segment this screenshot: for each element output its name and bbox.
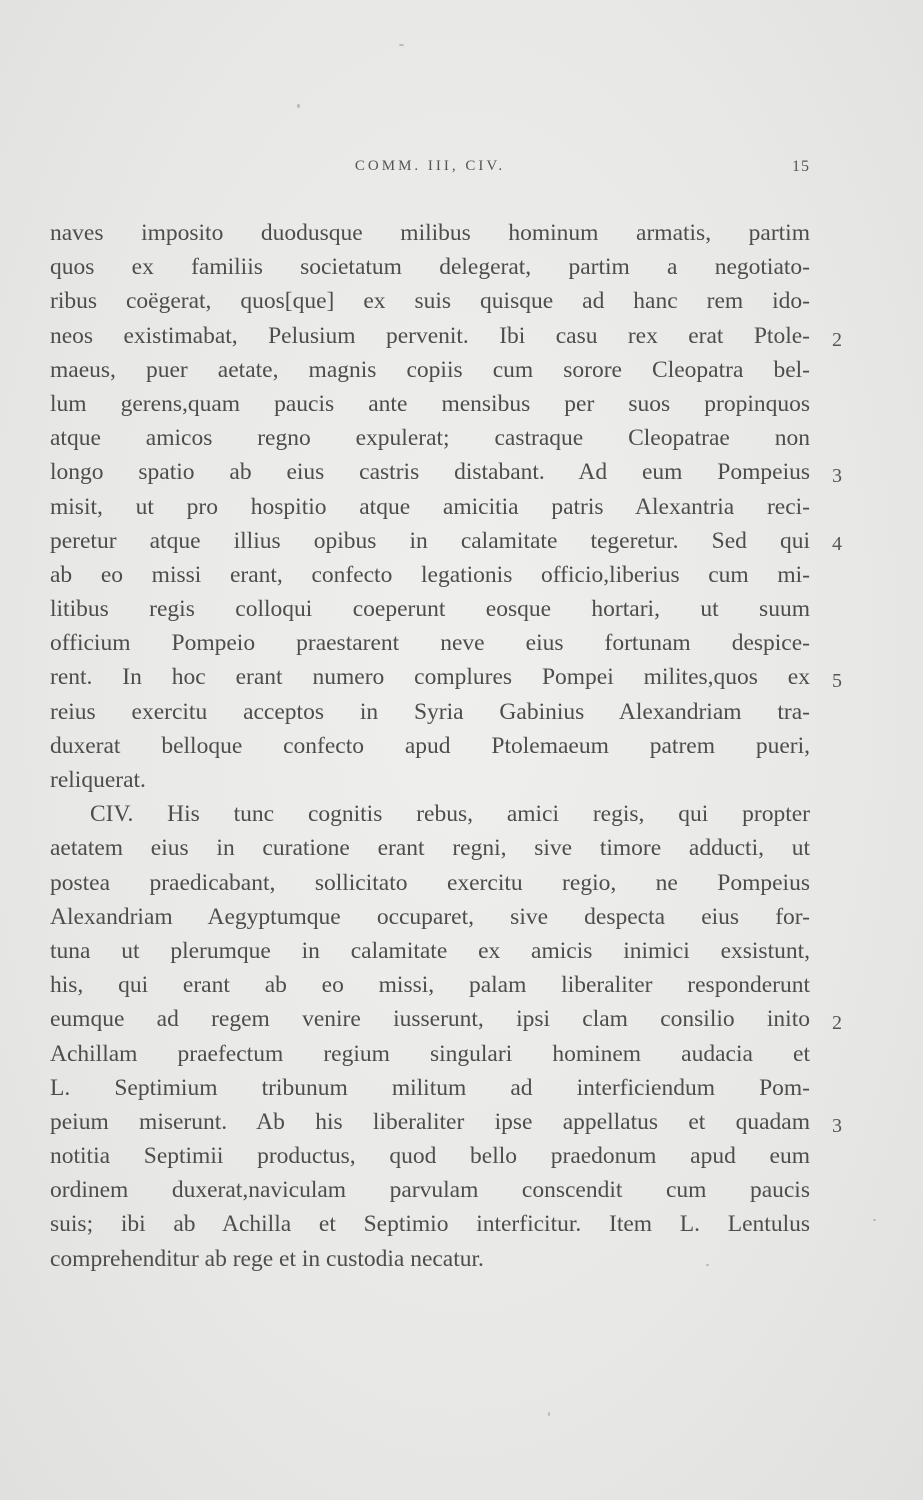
paper-speck [297, 104, 300, 108]
margin-section-number: 4 [832, 533, 842, 555]
text-line: comprehenditur ab rege et in custodia necatur. [50, 1245, 484, 1272]
paper-speck [706, 1264, 709, 1266]
text-line: maeus, puer aetate, magnis copiis cum sorore Cleopatra bel- [50, 356, 810, 383]
running-head: COMM. III, CIV. [354, 158, 506, 174]
text-line: Alexandriam Aegyptumque occuparet, sive despecta eius for- [50, 903, 810, 930]
text-line: peretur atque illius opibus in calamitate tegeretur. Sed qui [50, 527, 810, 554]
text-line: duxerat belloque confecto apud Ptolemaeum patrem pueri, [50, 732, 810, 759]
paper-speck [548, 1412, 550, 1416]
text-line: litibus regis colloqui coeperunt eosque hortari, ut suum [50, 596, 810, 623]
text-line: tuna ut plerumque in calamitate ex amicis inimici exsistunt, [50, 937, 810, 964]
page-header [50, 158, 810, 184]
chapter-start-line: CIV. His tunc cognitis rebus, amici regis, qui propter [90, 801, 810, 828]
text-line: notitia Septimii productus, quod bello praedonum apud eum [50, 1143, 810, 1170]
text-line: naves imposito duodusque milibus hominum armatis, partim [50, 220, 810, 246]
body-text [50, 216, 810, 1276]
text-line: rent. In hoc erant numero complures Pompei milites,quos ex [50, 664, 810, 691]
margin-section-number: 3 [832, 465, 842, 487]
text-line: L. Septimium tribunum militum ad interficiendum Pom- [50, 1074, 810, 1101]
text-line: postea praedicabant, sollicitato exercitu regio, ne Pompeius [50, 869, 810, 896]
text-line: longo spatio ab eius castris distabant. Ad eum Pompeius [50, 459, 810, 486]
paper-speck [873, 1219, 876, 1221]
text-line: peium miserunt. Ab his liberaliter ipse appellatus et quadam [50, 1108, 810, 1135]
text-line: suis; ibi ab Achilla et Septimio interficitur. Item L. Lentulus [50, 1211, 810, 1238]
margin-section-number: 2 [832, 1012, 842, 1034]
text-line: ordinem duxerat,naviculam parvulam conscendit cum paucis [50, 1177, 810, 1204]
text-line: reliquerat. [50, 767, 146, 793]
text-line: officium Pompeio praestarent neve eius fortunam despice- [50, 630, 810, 657]
text-line: Achillam praefectum regium singulari hominem audacia et [50, 1040, 810, 1067]
text-line: neos existimabat, Pelusium pervenit. Ibi casu rex erat Ptole- [50, 322, 810, 349]
text-line: quos ex familiis societatum delegerat, partim a negotiato- [50, 254, 810, 281]
margin-section-number: 2 [832, 329, 842, 351]
text-line: misit, ut pro hospitio atque amicitia patris Alexantria reci- [50, 493, 810, 520]
text-line: ribus coëgerat, quos[que] ex suis quisque ad hanc rem ido- [50, 288, 810, 315]
margin-section-number: 3 [832, 1115, 842, 1137]
text-line: reius exercitu acceptos in Syria Gabinius Alexandriam tra- [50, 698, 810, 725]
margin-section-number: 5 [832, 670, 842, 692]
page-number: 15 [792, 158, 810, 175]
text-line: lum gerens,quam paucis ante mensibus per suos propinquos [50, 390, 810, 417]
text-line: atque amicos regno expulerat; castraque Cleopatrae non [50, 425, 810, 452]
text-line: aetatem eius in curatione erant regni, sive timore adducti, ut [50, 835, 810, 862]
text-line: eumque ad regem venire iusserunt, ipsi clam consilio inito [50, 1006, 810, 1033]
text-line: ab eo missi erant, confecto legationis officio,liberius cum mi- [50, 561, 810, 588]
text-line: his, qui erant ab eo missi, palam liberaliter responderunt [50, 972, 810, 999]
paper-speck [399, 44, 404, 46]
